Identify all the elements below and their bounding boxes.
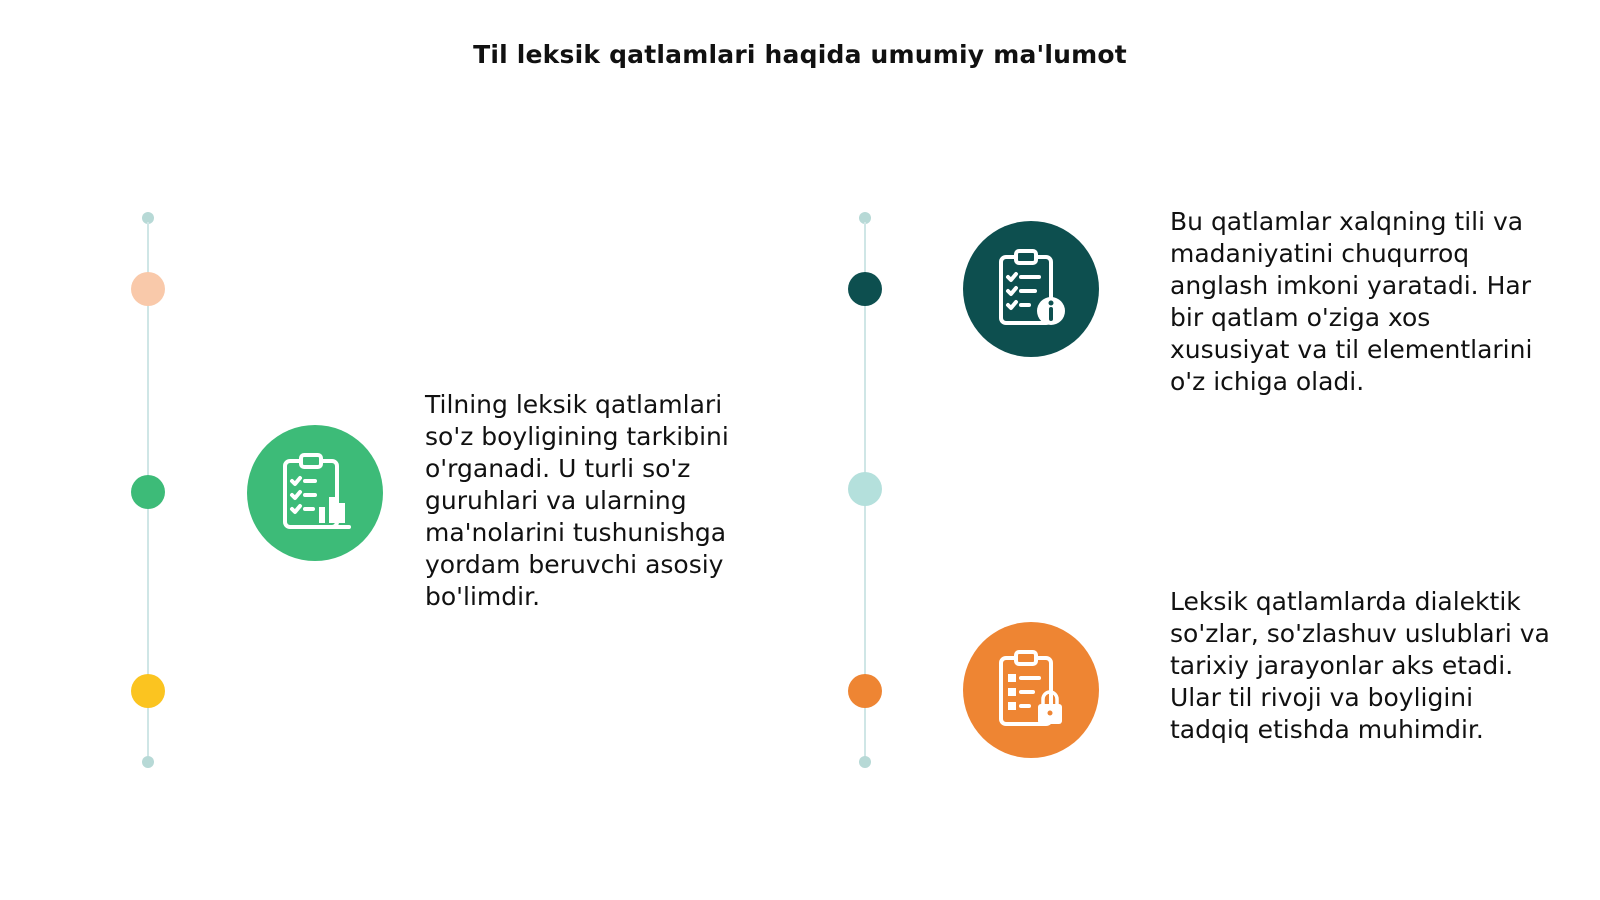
timeline-line <box>147 498 149 678</box>
clipboard-info-icon <box>963 221 1099 357</box>
item-text-1: Tilning leksik qatlamlari so'z boyligining tarkibini o'rganadi. U turli so'z guruhlari va ularning ma'nolarini tushunishga yordam beruvchi asosiy bo'limdir. <box>425 390 729 611</box>
timeline-node-peach <box>131 272 165 306</box>
timeline-node-dark-teal <box>848 272 882 306</box>
clipboard-lock-icon <box>963 622 1099 758</box>
left-timeline <box>133 210 163 770</box>
timeline-node-green <box>131 475 165 509</box>
clipboard-chart-icon <box>247 425 383 561</box>
timeline-node-orange <box>848 674 882 708</box>
timeline-node-light-teal <box>848 472 882 506</box>
timeline-line <box>147 222 149 482</box>
timeline-node-yellow <box>131 674 165 708</box>
timeline-end-dot <box>142 756 154 768</box>
item-text-3: Leksik qatlamlarda dialektik so'zlar, so'zlashuv uslublari va tarixiy jarayonlar aks etadi. Ular til rivoji va boyligini tadqiq etishda muhimdir. <box>1170 587 1550 744</box>
item-text-2: Bu qatlamlar xalqning tili va madaniyatini chuqurroq anglash imkoni yaratadi. Har bir qatlam o'ziga xos xususiyat va til elementlarini o'z ichiga oladi. <box>1170 207 1533 396</box>
right-timeline <box>850 210 880 770</box>
page-title: Til leksik qatlamlari haqida umumiy ma'lumot <box>473 40 1127 69</box>
timeline-end-dot <box>859 756 871 768</box>
